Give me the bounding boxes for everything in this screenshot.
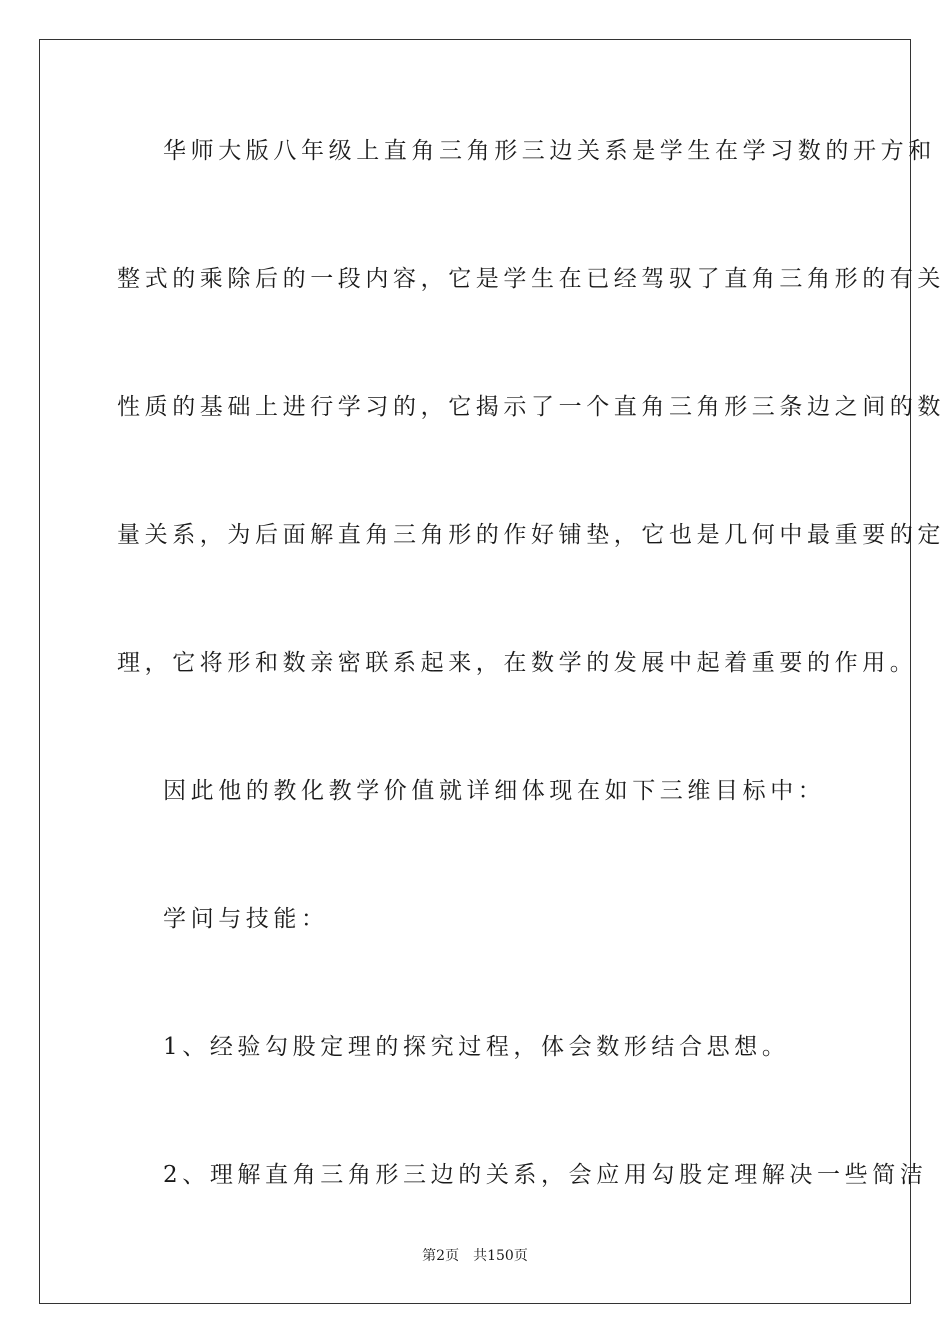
list-item-1: 1、经验勾股定理的探究过程，体会数形结合思想。: [163, 1034, 790, 1060]
paragraph-line-1: 华师大版八年级上直角三角形三边关系是学生在学习数的开方和: [163, 138, 936, 164]
paragraph-line-6: 因此他的教化教学价值就详细体现在如下三维目标中：: [163, 778, 826, 804]
paragraph-line-5: 理，它将形和数亲密联系起来，在数学的发展中起着重要的作用。: [117, 650, 918, 676]
section-heading: 学问与技能：: [163, 906, 329, 932]
page-footer: [0, 1247, 950, 1265]
paragraph-line-2: 整式的乘除后的一段内容，它是学生在已经驾驭了直角三角形的有关: [117, 266, 945, 292]
paragraph-line-3: 性质的基础上进行学习的，它揭示了一个直角三角形三条边之间的数: [117, 394, 945, 420]
document-body: [117, 128, 945, 1280]
list-item-2: 2、理解直角三角形三边的关系，会应用勾股定理解决一些简洁: [163, 1162, 928, 1188]
page-number: 第2页: [422, 1248, 460, 1264]
paragraph-line-4: 量关系，为后面解直角三角形的作好铺垫，它也是几何中最重要的定: [117, 522, 945, 548]
page-total: 共150页: [473, 1248, 528, 1264]
